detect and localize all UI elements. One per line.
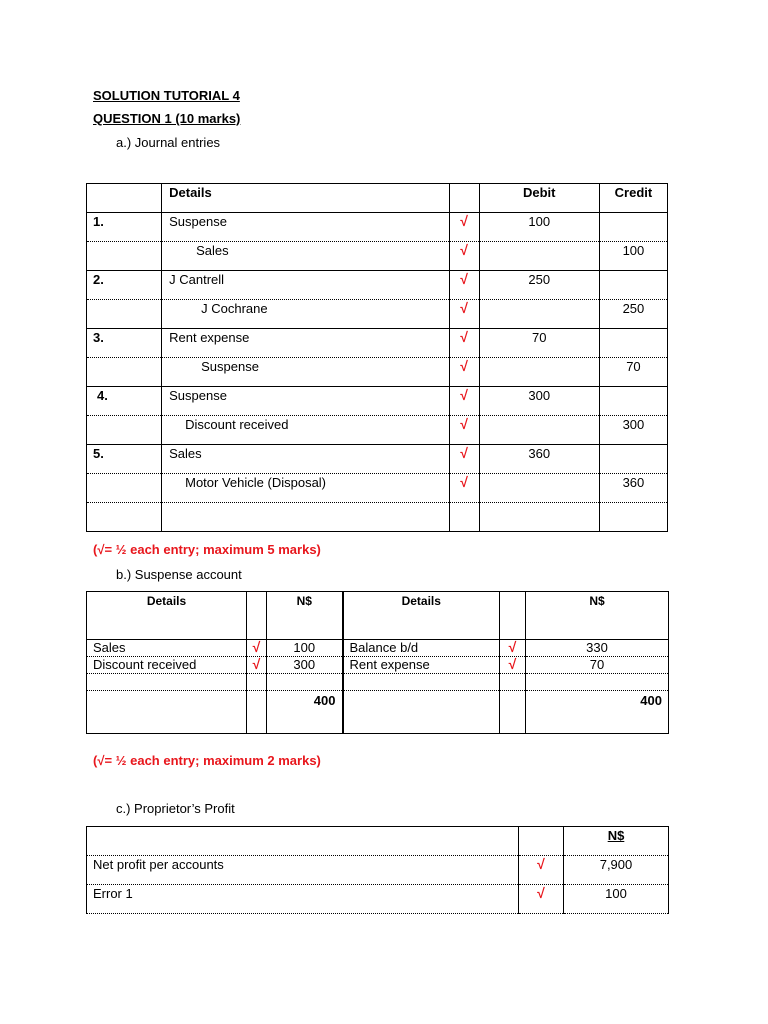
suspense-right-amount: 330 bbox=[526, 640, 669, 657]
entry-number: 3. bbox=[87, 329, 162, 358]
entry-debit: 300 bbox=[479, 387, 599, 416]
entry-debit bbox=[479, 358, 599, 387]
suspense-header-left-amount: N$ bbox=[267, 592, 343, 640]
table-row bbox=[87, 640, 669, 657]
table-row bbox=[87, 213, 668, 242]
journal-header-credit: Credit bbox=[599, 184, 667, 213]
entry-debit: 70 bbox=[479, 329, 599, 358]
proprietor-profit-table bbox=[86, 826, 669, 914]
tick-icon: √ bbox=[449, 242, 479, 271]
entry-credit: 100 bbox=[599, 242, 667, 271]
suspense-header-left-details: Details bbox=[87, 592, 247, 640]
entry-details: J Cochrane bbox=[162, 300, 449, 329]
entry-number bbox=[87, 242, 162, 271]
entry-number bbox=[87, 416, 162, 445]
profit-amount: 100 bbox=[564, 885, 669, 914]
suspense-left-details: Discount received bbox=[87, 657, 247, 674]
suspense-left-amount: 300 bbox=[267, 657, 343, 674]
journal-entries-table bbox=[86, 183, 668, 532]
entry-details: Suspense bbox=[162, 213, 449, 242]
entry-credit bbox=[599, 329, 667, 358]
entry-debit bbox=[479, 474, 599, 503]
suspense-account-table bbox=[86, 591, 669, 734]
entry-debit: 250 bbox=[479, 271, 599, 300]
suspense-left-total: 400 bbox=[267, 691, 343, 734]
table-row bbox=[87, 387, 668, 416]
table-row bbox=[87, 242, 668, 271]
suspense-right-details: Balance b/d bbox=[343, 640, 500, 657]
marking-note-b: (√= ½ each entry; maximum 2 marks) bbox=[93, 753, 321, 768]
suspense-left-amount: 100 bbox=[267, 640, 343, 657]
tick-icon: √ bbox=[500, 657, 526, 674]
entry-details: Sales bbox=[162, 242, 449, 271]
tick-icon: √ bbox=[449, 271, 479, 300]
tick-icon: √ bbox=[500, 640, 526, 657]
entry-number: 1. bbox=[87, 213, 162, 242]
suspense-header-right-details: Details bbox=[343, 592, 500, 640]
table-row bbox=[87, 445, 668, 474]
entry-details: Rent expense bbox=[162, 329, 449, 358]
tick-icon: √ bbox=[247, 640, 267, 657]
journal-header-row bbox=[87, 184, 668, 213]
part-b-label: b.) Suspense account bbox=[116, 567, 242, 582]
tick-icon: √ bbox=[519, 885, 564, 914]
entry-details: Sales bbox=[162, 445, 449, 474]
tick-icon: √ bbox=[449, 416, 479, 445]
entry-debit: 360 bbox=[479, 445, 599, 474]
suspense-right-total: 400 bbox=[526, 691, 669, 734]
entry-details: J Cantrell bbox=[162, 271, 449, 300]
tick-icon: √ bbox=[519, 856, 564, 885]
marking-note-a: (√= ½ each entry; maximum 5 marks) bbox=[93, 542, 321, 557]
tick-icon: √ bbox=[449, 213, 479, 242]
entry-credit: 300 bbox=[599, 416, 667, 445]
part-c-label: c.) Proprietor’s Profit bbox=[116, 801, 235, 816]
suspense-right-amount: 70 bbox=[526, 657, 669, 674]
table-row bbox=[87, 885, 669, 914]
entry-credit: 360 bbox=[599, 474, 667, 503]
suspense-header-right-amount: N$ bbox=[526, 592, 669, 640]
suspense-left-details: Sales bbox=[87, 640, 247, 657]
table-row-empty bbox=[87, 674, 669, 691]
profit-details: Net profit per accounts bbox=[87, 856, 519, 885]
entry-debit bbox=[479, 300, 599, 329]
profit-header-row bbox=[87, 827, 669, 856]
profit-amount: 7,900 bbox=[564, 856, 669, 885]
page-title: SOLUTION TUTORIAL 4 bbox=[93, 88, 240, 103]
entry-credit bbox=[599, 213, 667, 242]
entry-number: 4. bbox=[87, 387, 162, 416]
profit-header-amount: N$ bbox=[564, 827, 669, 856]
entry-number bbox=[87, 358, 162, 387]
entry-debit bbox=[479, 416, 599, 445]
tick-icon: √ bbox=[449, 445, 479, 474]
suspense-right-details: Rent expense bbox=[343, 657, 500, 674]
entry-number: 2. bbox=[87, 271, 162, 300]
table-row bbox=[87, 416, 668, 445]
table-row bbox=[87, 271, 668, 300]
suspense-total-row bbox=[87, 691, 669, 734]
entry-credit: 70 bbox=[599, 358, 667, 387]
table-row bbox=[87, 474, 668, 503]
entry-number: 5. bbox=[87, 445, 162, 474]
table-row bbox=[87, 358, 668, 387]
question-heading bbox=[93, 111, 240, 126]
entry-debit: 100 bbox=[479, 213, 599, 242]
entry-credit bbox=[599, 387, 667, 416]
tick-icon: √ bbox=[449, 387, 479, 416]
entry-credit bbox=[599, 271, 667, 300]
tick-icon: √ bbox=[247, 657, 267, 674]
table-row bbox=[87, 856, 669, 885]
entry-details: Suspense bbox=[162, 387, 449, 416]
journal-header-details: Details bbox=[162, 184, 449, 213]
table-row bbox=[87, 329, 668, 358]
table-row bbox=[87, 300, 668, 329]
suspense-header-row bbox=[87, 592, 669, 640]
entry-debit bbox=[479, 242, 599, 271]
entry-details: Discount received bbox=[162, 416, 449, 445]
journal-header-debit: Debit bbox=[479, 184, 599, 213]
entry-number bbox=[87, 300, 162, 329]
table-row bbox=[87, 657, 669, 674]
tick-icon: √ bbox=[449, 329, 479, 358]
table-row-empty bbox=[87, 503, 668, 532]
tick-icon: √ bbox=[449, 474, 479, 503]
question-label: QUESTION 1 (10 marks) bbox=[93, 111, 241, 126]
entry-details: Motor Vehicle (Disposal) bbox=[162, 474, 449, 503]
entry-number bbox=[87, 474, 162, 503]
entry-details: Suspense bbox=[162, 358, 449, 387]
tick-icon: √ bbox=[449, 300, 479, 329]
tick-icon: √ bbox=[449, 358, 479, 387]
profit-details: Error 1 bbox=[87, 885, 519, 914]
entry-credit: 250 bbox=[599, 300, 667, 329]
entry-credit bbox=[599, 445, 667, 474]
part-a-label: a.) Journal entries bbox=[116, 135, 221, 150]
